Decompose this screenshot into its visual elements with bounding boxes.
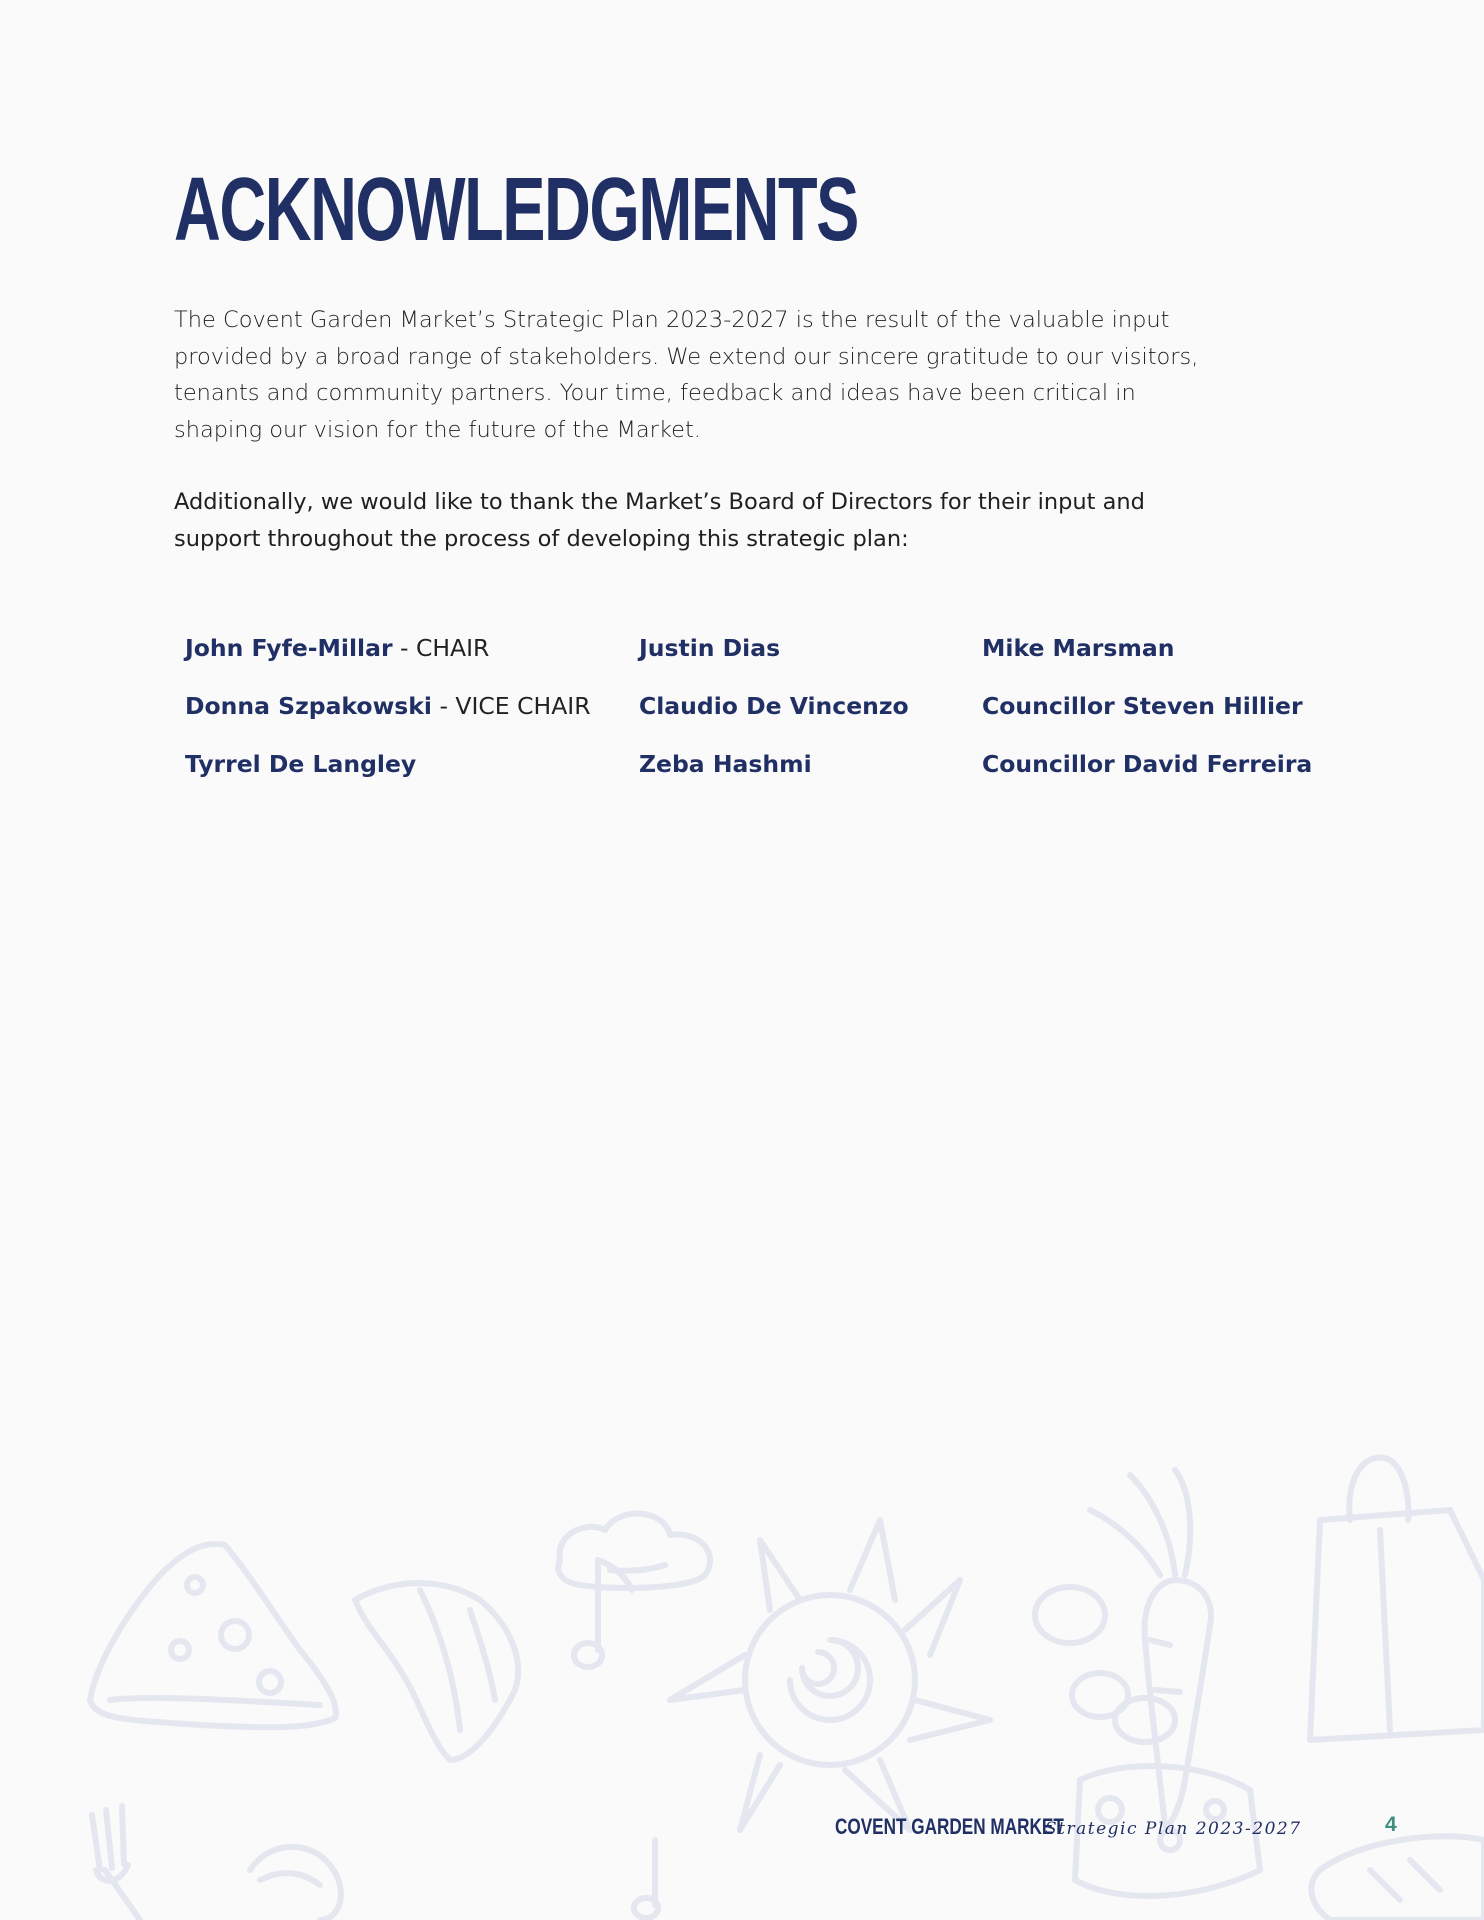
board-member [185,629,591,687]
member-name: Mike Marsman [982,634,1175,662]
intro-paragraph: The Covent Garden Market’s Strategic Plan 2023-2027 is the result of the valuable input provided by a broad range of stakeholders. We extend our sincere gratitude to our visitors, tenants and community partners. Your time, feedback and ideas have been critical in shaping our vision for the future of the Market. [174,307,1199,443]
music-note-icon [574,1560,632,1667]
footer-brand: COVENT GARDEN MARKET [835,1814,1064,1839]
board-member [982,629,1312,687]
croissant-icon [355,1583,518,1760]
bread-loaf-icon [1311,1836,1484,1920]
member-name: Councillor Steven Hillier [982,692,1303,720]
board-thanks-paragraph: Additionally, we would like to thank the Market’s Board of Directors for their input and support throughout the process of developing this strategic plan: [174,489,1145,552]
member-role: - VICE CHAIR [431,692,591,720]
footer [835,1814,1302,1846]
board-column-1 [185,629,591,803]
member-name: Zeba Hashmi [639,750,812,778]
fork-icon [92,1806,140,1920]
member-name: Justin Dias [639,634,781,662]
sun-icon [670,1520,990,1830]
cloud-icon [558,1514,710,1588]
board-member [185,745,591,803]
member-role: - CHAIR [392,634,490,662]
board-member [639,745,909,803]
sandwich-icon [250,1847,341,1920]
board-member [185,687,591,745]
board-column-3 [982,629,1312,803]
member-name: John Fyfe-Millar [185,634,393,662]
member-name: Claudio De Vincenzo [639,692,909,720]
page-title: ACKNOWLEDGMENTS [174,160,858,260]
footer-subtitle: Strategic Plan 2023-2027 [1045,1819,1302,1839]
board-member [982,745,1312,803]
board-member [639,687,909,745]
board-member [982,687,1312,745]
second-music-note-icon [634,1840,658,1918]
shopping-bag-icon [1310,1458,1484,1741]
page-number: 4 [1385,1813,1397,1836]
member-name: Councillor David Ferreira [982,750,1313,778]
member-name: Donna Szpakowski [185,692,432,720]
pizza-slice-icon [90,1544,336,1727]
board-column-2 [639,629,909,803]
board-member [639,629,909,687]
member-name: Tyrrel De Langley [185,750,417,778]
